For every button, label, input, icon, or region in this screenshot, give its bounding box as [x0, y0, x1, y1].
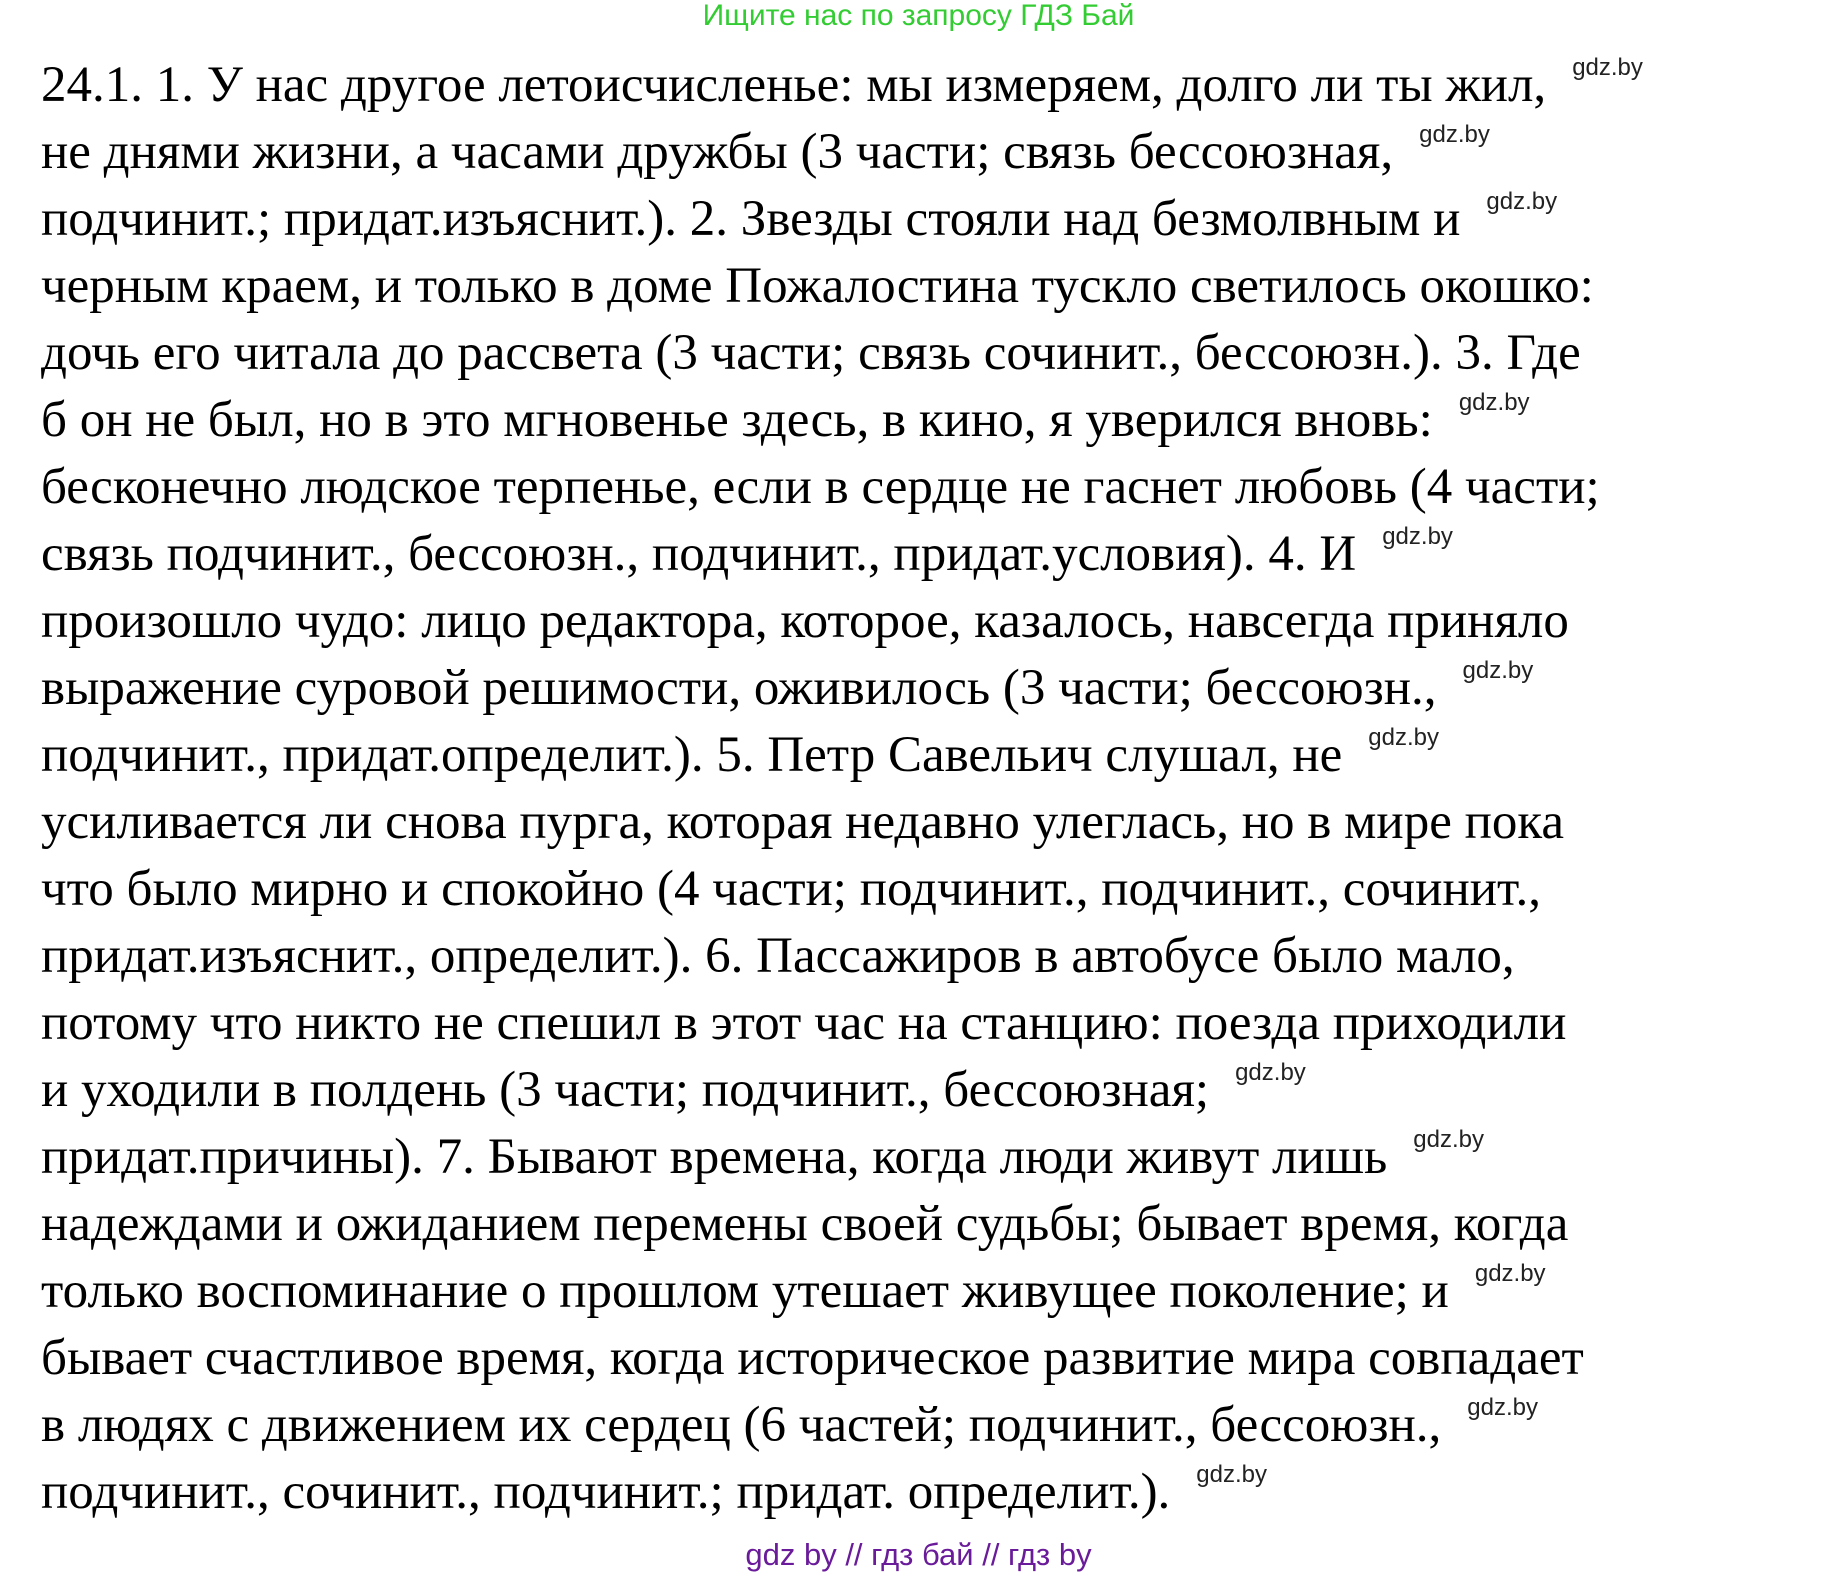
text-line: придат.изъяснит., определит.). 6. Пассажиров в автобусе было мало, [41, 928, 1515, 984]
text-line: не днями жизни, а часами дружбы (3 части; связь бессоюзная, [41, 124, 1394, 180]
footer-watermark: gdz by // гдз бай // гдз by [745, 1537, 1092, 1572]
text-line: подчинит., сочинит., подчинит.; придат. определит.). [41, 1464, 1171, 1520]
text-line-row [41, 655, 1643, 722]
watermark: gdz.by [1462, 657, 1534, 684]
text-line-row [41, 454, 1643, 521]
text-line: выражение суровой решимости, оживилось (3 части; бессоюзн., [41, 660, 1437, 716]
text-line-row [41, 1392, 1643, 1459]
text-line-row [41, 186, 1643, 253]
watermark: gdz.by [1382, 523, 1453, 550]
promo-header: Ищите нас по запросу ГДЗ Бай [702, 0, 1135, 32]
text-line-row [41, 1124, 1643, 1191]
text-line-row [41, 387, 1643, 454]
text-line-row [41, 119, 1643, 186]
text-line: только воспоминание о прошлом утешает живущее поколение; и [41, 1263, 1449, 1319]
text-line: и уходили в полдень (3 части; подчинит., бессоюзная; [41, 1062, 1210, 1118]
text-line: что было мирно и спокойно (4 части; подчинит., подчинит., сочинит., [41, 861, 1541, 917]
text-line-row [41, 1258, 1643, 1325]
answer-text [41, 52, 1643, 1526]
text-line-row [41, 722, 1643, 789]
text-line: потому что никто не спешил в этот час на станцию: поезда приходили [41, 995, 1567, 1051]
text-line-row [41, 588, 1643, 655]
text-line: подчинит.; придат.изъяснит.). 2. Звезды стояли над безмолвным и [41, 191, 1461, 247]
text-line-row [41, 52, 1643, 119]
text-line: черным краем, и только в доме Пожалостина тускло светилось окошко: [41, 258, 1594, 314]
text-line-row [41, 253, 1643, 320]
text-line: придат.причины). 7. Бывают времена, когда люди живут лишь [41, 1129, 1388, 1185]
text-line: усиливается ли снова пурга, которая недавно улеглась, но в мире пока [41, 794, 1565, 850]
text-line-row [41, 521, 1643, 588]
text-line: дочь его читала до рассвета (3 части; связь сочинит., бессоюзн.). 3. Где [41, 325, 1581, 381]
watermark: gdz.by [1413, 1126, 1484, 1153]
text-line-row [41, 1459, 1643, 1526]
watermark: gdz.by [1572, 54, 1643, 81]
text-line: б он не был, но в это мгновенье здесь, в кино, я уверился вновь: [41, 392, 1433, 448]
watermark: gdz.by [1467, 1394, 1539, 1421]
text-line: 24.1. 1. У нас другое летоисчисленье: мы измеряем, долго ли ты жил, [41, 57, 1547, 113]
text-line: произошло чудо: лицо редактора, которое, казалось, навсегда приняло [41, 593, 1569, 649]
text-line-row [41, 990, 1643, 1057]
text-line-row [41, 923, 1643, 990]
watermark: gdz.by [1458, 389, 1530, 416]
text-line-row [41, 1057, 1643, 1124]
watermark: gdz.by [1474, 1260, 1546, 1287]
watermark: gdz.by [1486, 188, 1558, 215]
text-line: связь подчинит., бессоюзн., подчинит., придат.условия). 4. И [41, 526, 1357, 582]
text-line: бывает счастливое время, когда историческое развитие мира совпадает [41, 1330, 1584, 1386]
text-line-row [41, 789, 1643, 856]
text-line: подчинит., придат.определит.). 5. Петр Савельич слушал, не [41, 727, 1343, 783]
watermark: gdz.by [1235, 1059, 1306, 1086]
text-line-row [41, 1325, 1643, 1392]
text-line: надеждами и ожиданием перемены своей судьбы; бывает время, когда [41, 1196, 1569, 1252]
text-line: в людях с движением их сердец (6 частей; подчинит., бессоюзн., [41, 1397, 1442, 1453]
watermark: gdz.by [1368, 724, 1439, 751]
text-line-row [41, 1191, 1643, 1258]
watermark: gdz.by [1196, 1461, 1268, 1488]
text-line-row [41, 320, 1643, 387]
text-line: бесконечно людское терпенье, если в сердце не гаснет любовь (4 части; [41, 459, 1600, 515]
watermark: gdz.by [1419, 121, 1490, 148]
text-line-row [41, 856, 1643, 923]
